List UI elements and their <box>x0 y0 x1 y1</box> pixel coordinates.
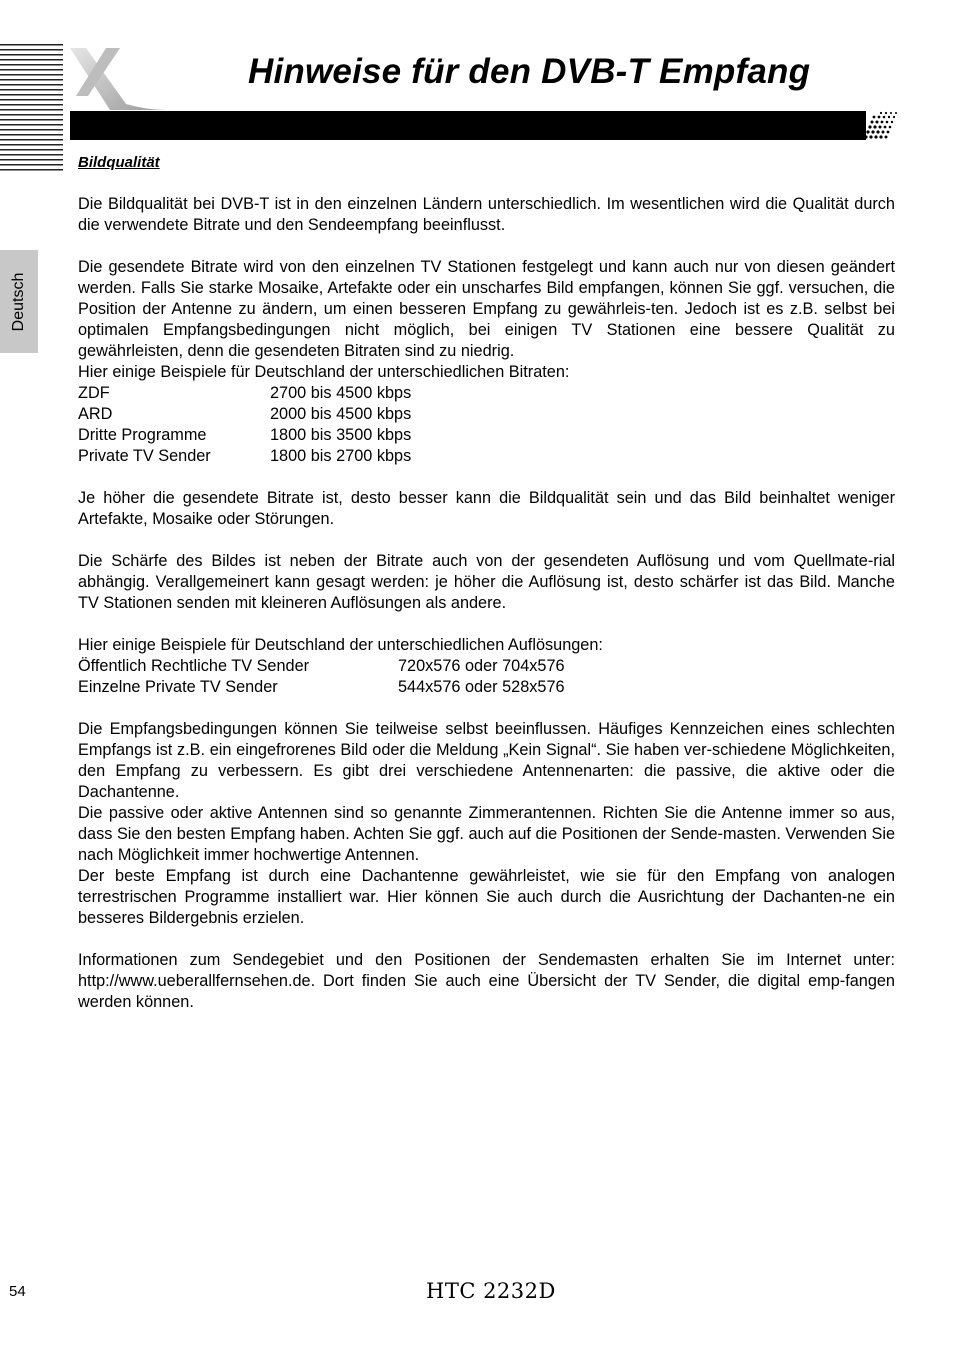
bitrate-row <box>78 383 895 404</box>
resolution-list <box>78 656 895 698</box>
resolution-row <box>78 656 895 677</box>
title-bar-dot-pattern <box>862 111 902 140</box>
bitrate-list <box>78 383 895 467</box>
bitrate-row <box>78 425 895 446</box>
model-name: HTC 2232D <box>426 1279 556 1303</box>
paragraph-8: Informationen zum Sendegebiet und den Positionen der Sendemasten erhalten Sie im Internet unter: http://www.ueberallfernsehen.de. Dort finden Sie auch eine Übersicht der TV Sender, die digital emp-fangen werden können. <box>78 951 895 1011</box>
section-heading: Bildqualität <box>78 154 160 171</box>
resolution-station: Einzelne Private TV Sender <box>78 678 278 696</box>
paragraph-5: Die Empfangsbedingungen können Sie teilweise selbst beeinflussen. Häufiges Kennzeichen eines schlechten Empfangs ist z.B. ein eingefrorenes Bild oder die Meldung „Kein Signal“. Sie haben ver-schiedene Möglichkeiten, den Empfang zu verbessern. Es gibt drei verschiedene Antennenarten: die passive, die aktive oder die Dachantenne. <box>78 720 895 801</box>
paragraph-2: Die gesendete Bitrate wird von den einzelnen TV Stationen festgelegt und kann auch nur von diesen geändert werden. Falls Sie starke Mosaike, Artefakte oder ein unscharfes Bild empfangen, können Sie ggf. versuchen, die Position der Antenne zu ändern, um einen besseren Empfang zu gewährleis-ten. Jedoch ist es z.B. selbst bei optimalen Empfangsbedingungen nicht möglich, bei einigen TV Stationen eine bessere Qualität zu gewährleisten, denn die gesendeten Bitraten sind zu niedrig. <box>78 258 895 360</box>
language-tab-label: Deutsch <box>10 272 27 331</box>
bitrate-row <box>78 446 895 467</box>
title-bar <box>70 111 866 140</box>
language-tab <box>0 250 38 353</box>
resolution-intro: Hier einige Beispiele für Deutschland der unterschiedlichen Auflösungen: <box>78 636 603 654</box>
resolution-row <box>78 677 895 698</box>
main-content <box>78 152 895 1013</box>
paragraph-3: Je höher die gesendete Bitrate ist, desto besser kann die Bildqualität sein und das Bild beinhaltet weniger Artefakte, Mosaike oder Störungen. <box>78 489 895 528</box>
bitrate-intro: Hier einige Beispiele für Deutschland der unterschiedlichen Bitraten: <box>78 363 570 381</box>
brand-x-logo-icon <box>66 40 170 112</box>
paragraph-1: Die Bildqualität bei DVB-T ist in den einzelnen Ländern unterschiedlich. Im wesentlichen wird die Qualität durch die verwendete Bitrate und den Sendeempfang beeinflusst. <box>78 195 895 234</box>
resolution-value: 544x576 oder 528x576 <box>398 678 565 696</box>
resolution-value: 720x576 oder 704x576 <box>398 657 565 675</box>
bitrate-value: 2000 bis 4500 kbps <box>270 405 412 423</box>
page-number: 54 <box>9 1283 26 1300</box>
page-title: Hinweise für den DVB-T Empfang <box>248 52 811 91</box>
bitrate-row <box>78 404 895 425</box>
bitrate-value: 1800 bis 2700 kbps <box>270 447 412 465</box>
bitrate-station: Dritte Programme <box>78 426 207 444</box>
decorative-stripes <box>0 44 63 174</box>
paragraph-4: Die Schärfe des Bildes ist neben der Bitrate auch von der gesendeten Auflösung und vom Quellmate-rial abhängig. Verallgemeinert kann gesagt werden: je höher die Auflösung ist, desto schärfer ist das Bild. Manche TV Stationen senden mit kleineren Auflösungen als andere. <box>78 552 895 612</box>
bitrate-station: ARD <box>78 405 113 423</box>
resolution-station: Öffentlich Rechtliche TV Sender <box>78 657 310 675</box>
bitrate-station: Private TV Sender <box>78 447 211 465</box>
bitrate-station: ZDF <box>78 384 110 402</box>
paragraph-6: Die passive oder aktive Antennen sind so genannte Zimmerantennen. Richten Sie die Antenne immer so aus, dass Sie den besten Empfang haben. Achten Sie ggf. auch auf die Positionen der Sende-masten. Verwenden Sie nach Möglichkeit immer hochwertige Antennen. <box>78 804 895 864</box>
bitrate-value: 1800 bis 3500 kbps <box>270 426 412 444</box>
paragraph-7: Der beste Empfang ist durch eine Dachantenne gewährleistet, wie sie für den Empfang von analogen terrestrischen Programme installiert war. Hier können Sie auch durch die Ausrichtung der Dachanten-ne ein besseres Bildergebnis erzielen. <box>78 867 895 927</box>
bitrate-value: 2700 bis 4500 kbps <box>270 384 412 402</box>
